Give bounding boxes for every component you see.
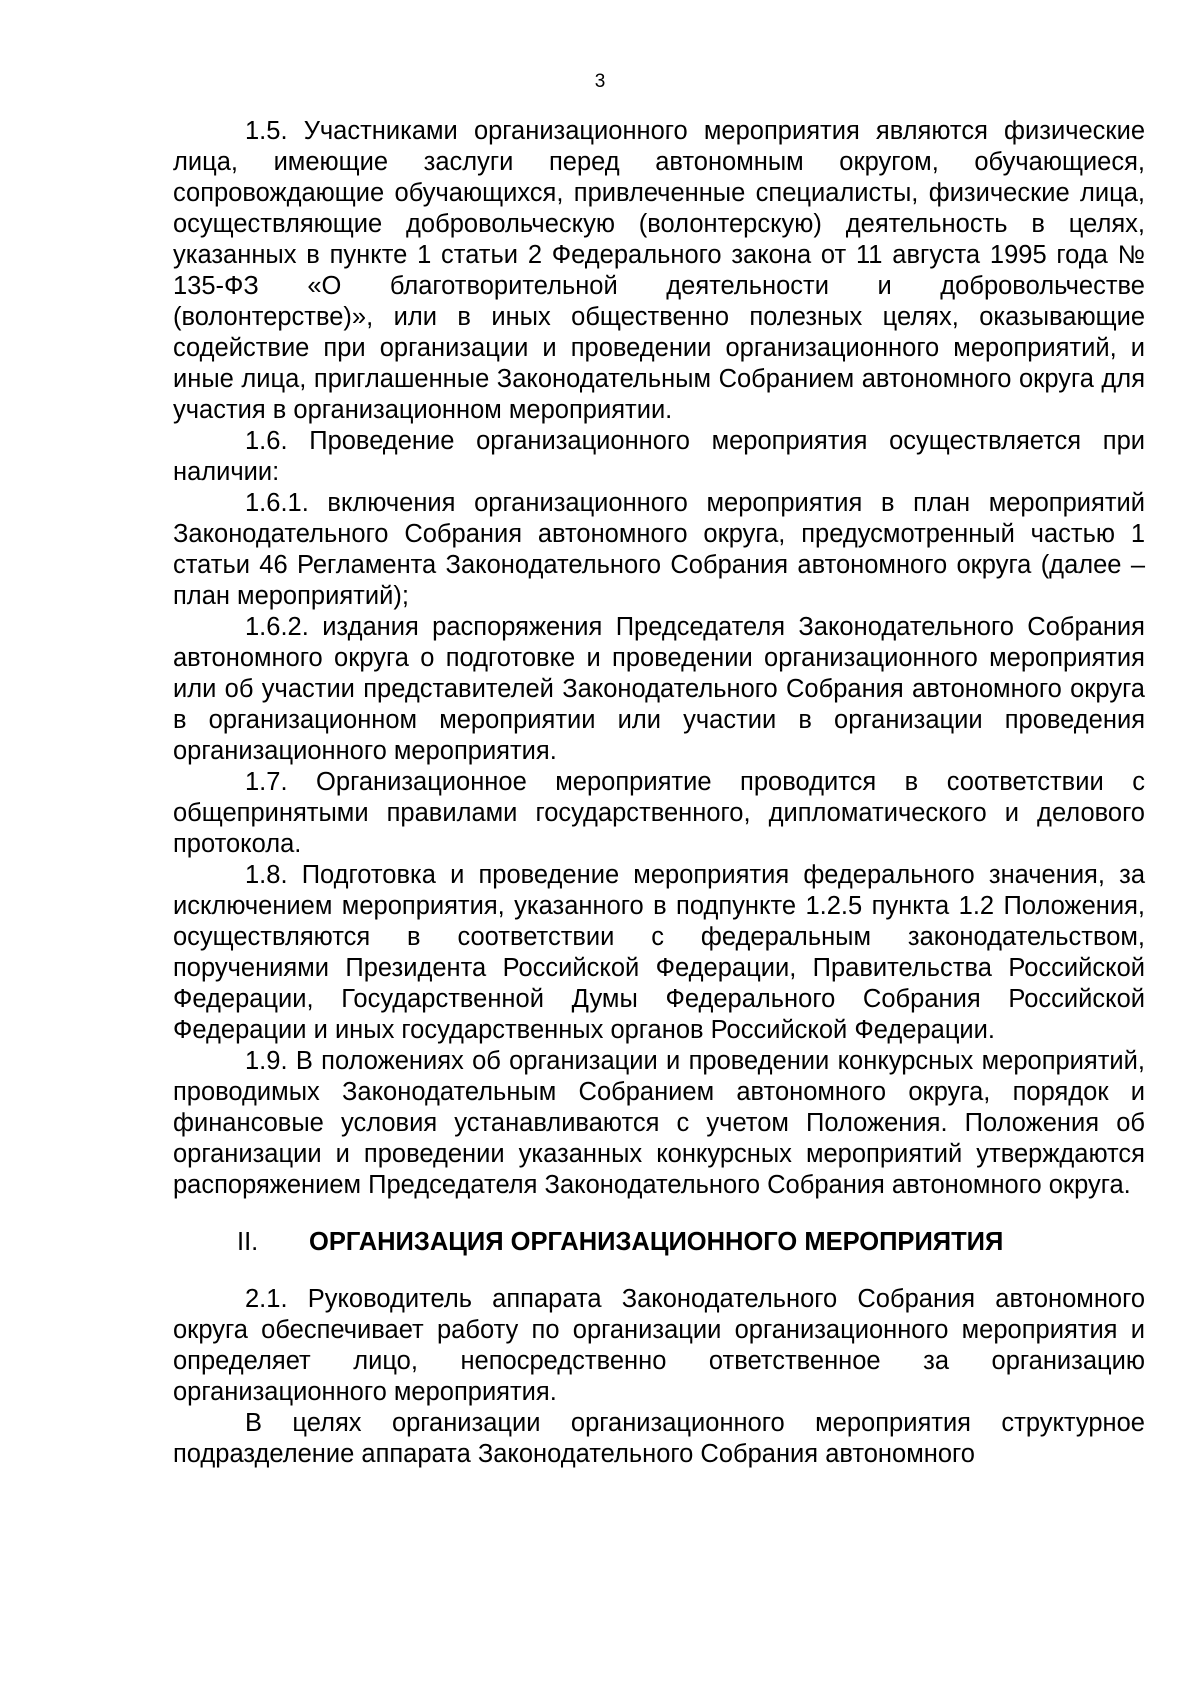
- document-body: [173, 116, 1145, 1470]
- section-title: ОРГАНИЗАЦИЯ ОРГАНИЗАЦИОННОГО МЕРОПРИЯТИЯ: [309, 1228, 1004, 1256]
- section-heading: [173, 1227, 1145, 1258]
- paragraph-1-8: 1.8. Подготовка и проведение мероприятия федерального значения, за исключением мероприятия, указанного в подпункте 1.2.5 пункта 1.2 Положения, осуществляются в соответствии с федеральным законодательством, поручениями Президента Российской Федерации, Правительства Российской Федерации, Государственной Думы Федерального Собрания Российской Федерации и иных государственных органов Российской Федерации.: [173, 861, 1145, 1044]
- paragraph-1-5: 1.5. Участниками организационного мероприятия являются физические лица, имеющие заслуги перед автономным округом, обучающиеся, сопровождающие обучающихся, привлеченные специалисты, физические лица, осуществляющие добровольческую (волонтерскую) деятельность в целях, указанных в пункте 1 статьи 2 Федерального закона от 11 августа 1995 года № 135-ФЗ «О благотворительной деятельности и добровольчестве (волонтерстве)», или в иных общественно полезных целях, оказывающие содействие при организации и проведении организационного мероприятий, и иные лица, приглашенные Законодательным Собранием автономного округа для участия в организационном мероприятии.: [173, 117, 1145, 424]
- paragraph-2-1-cont: В целях организации организационного мероприятия структурное подразделение аппарата Законодательного Собрания автономного: [173, 1409, 1145, 1468]
- section-number: II.: [237, 1228, 259, 1256]
- paragraph-1-6-2: 1.6.2. издания распоряжения Председателя Законодательного Собрания автономного округа о подготовке и проведении организационного мероприятия или об участии представителей Законодательного Собрания автономного округа в организационном мероприятии или участии в организации проведения организационного мероприятия.: [173, 613, 1145, 765]
- paragraph-1-6-1: 1.6.1. включения организационного мероприятия в план мероприятий Законодательного Собрания автономного округа, предусмотренный частью 1 статьи 46 Регламента Законодательного Собрания автономного округа (далее – план мероприятий);: [173, 489, 1145, 610]
- paragraph-2-1: 2.1. Руководитель аппарата Законодательного Собрания автономного округа обеспечивает работу по организации организационного мероприятия и определяет лицо, непосредственно ответственное за организацию организационного мероприятия.: [173, 1285, 1145, 1406]
- paragraph-1-7: 1.7. Организационное мероприятие проводится в соответствии с общепринятыми правилами государственного, дипломатического и делового протокола.: [173, 768, 1145, 858]
- paragraph-1-9: 1.9. В положениях об организации и проведении конкурсных мероприятий, проводимых Законодательным Собранием автономного округа, порядок и финансовые условия устанавливаются с учетом Положения. Положения об организации и проведении указанных конкурсных мероприятий утверждаются распоряжением Председателя Законодательного Собрания автономного округа.: [173, 1047, 1145, 1199]
- page-number: 3: [594, 71, 606, 92]
- paragraph-1-6: 1.6. Проведение организационного мероприятия осуществляется при наличии:: [173, 427, 1145, 486]
